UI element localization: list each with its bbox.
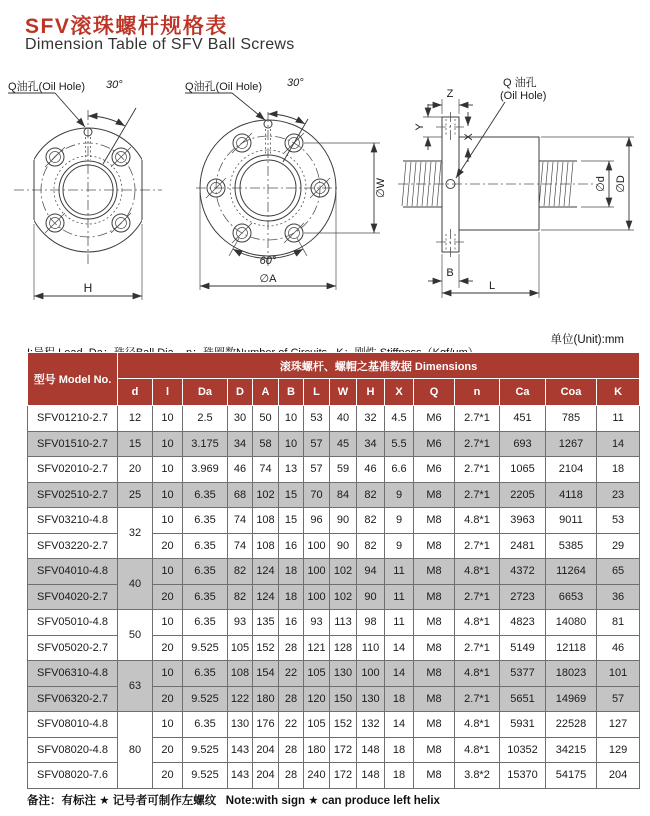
cell-Ca: 2481 (500, 533, 546, 559)
cell-D: 74 (228, 533, 253, 559)
cell-model: SFV03220-2.7 (28, 533, 118, 559)
cell-W: 172 (330, 763, 357, 789)
cell-Da: 9.525 (183, 737, 228, 763)
cell-H: 46 (357, 457, 385, 483)
cell-d: 63 (118, 661, 153, 712)
cell-D: 30 (228, 406, 253, 432)
cell-Q: M8 (414, 584, 455, 610)
column-header-n: n (455, 379, 500, 406)
cell-L: 180 (304, 737, 330, 763)
cell-W: 150 (330, 686, 357, 712)
cell-H: 34 (357, 431, 385, 457)
cell-Coa: 9011 (546, 508, 597, 534)
cell-l: 10 (153, 661, 183, 687)
cell-D: 74 (228, 508, 253, 534)
page-subtitle: Dimension Table of SFV Ball Screws (25, 36, 295, 53)
cell-n: 3.8*2 (455, 763, 500, 789)
column-header-X: X (385, 379, 414, 406)
cell-Ca: 4823 (500, 610, 546, 636)
cell-X: 6.6 (385, 457, 414, 483)
cell-d: 20 (118, 457, 153, 483)
cell-D: 122 (228, 686, 253, 712)
cell-B: 28 (279, 635, 304, 661)
cell-X: 9 (385, 508, 414, 534)
cell-H: 100 (357, 661, 385, 687)
cell-B: 13 (279, 457, 304, 483)
cell-Da: 3.969 (183, 457, 228, 483)
cell-Ca: 451 (500, 406, 546, 432)
cell-n: 4.8*1 (455, 737, 500, 763)
oil-hole-label-line1: Q 油孔 (503, 77, 537, 89)
cell-Q: M8 (414, 508, 455, 534)
cell-model: SFV02010-2.7 (28, 457, 118, 483)
footnote: 备注：有标注 ★ 记号者可制作左螺纹 Note:with sign ★ can produce left helix (27, 795, 440, 807)
cell-l: 10 (153, 559, 183, 585)
cell-W: 45 (330, 431, 357, 457)
column-header-H: H (357, 379, 385, 406)
cell-Q: M8 (414, 610, 455, 636)
cell-n: 2.7*1 (455, 533, 500, 559)
cell-n: 2.7*1 (455, 584, 500, 610)
column-header-l: l (153, 379, 183, 406)
cell-Da: 6.35 (183, 584, 228, 610)
cell-B: 10 (279, 431, 304, 457)
cell-W: 102 (330, 559, 357, 585)
cell-D: 93 (228, 610, 253, 636)
dim-d-small-label: ∅d (595, 176, 607, 192)
table-row (28, 431, 640, 457)
cell-d: 50 (118, 610, 153, 661)
cell-H: 98 (357, 610, 385, 636)
cell-Q: M8 (414, 533, 455, 559)
cell-Coa: 14080 (546, 610, 597, 636)
cell-A: 204 (253, 737, 279, 763)
cell-L: 240 (304, 763, 330, 789)
cell-H: 32 (357, 406, 385, 432)
cell-n: 2.7*1 (455, 482, 500, 508)
column-header-Da: Da (183, 379, 228, 406)
cell-model: SFV08020-4.8 (28, 737, 118, 763)
cell-B: 18 (279, 584, 304, 610)
cell-W: 130 (330, 661, 357, 687)
cell-d: 40 (118, 559, 153, 610)
dim-x-label: X (463, 133, 475, 141)
cell-Coa: 34215 (546, 737, 597, 763)
cell-n: 2.7*1 (455, 431, 500, 457)
technical-drawings (0, 66, 650, 312)
cell-Ca: 2723 (500, 584, 546, 610)
cell-Ca: 1065 (500, 457, 546, 483)
cell-Da: 9.525 (183, 686, 228, 712)
cell-B: 28 (279, 763, 304, 789)
table-row (28, 559, 640, 585)
cell-K: 14 (597, 431, 640, 457)
cell-B: 15 (279, 508, 304, 534)
table-row (28, 508, 640, 534)
cell-A: 50 (253, 406, 279, 432)
cell-n: 2.7*1 (455, 457, 500, 483)
cell-Ca: 3963 (500, 508, 546, 534)
cell-Ca: 15370 (500, 763, 546, 789)
cell-model: SFV05010-4.8 (28, 610, 118, 636)
cell-W: 128 (330, 635, 357, 661)
cell-Da: 6.35 (183, 610, 228, 636)
column-header-Ca: Ca (500, 379, 546, 406)
drawing-side-view (398, 75, 634, 298)
cell-Da: 6.35 (183, 482, 228, 508)
cell-n: 4.8*1 (455, 661, 500, 687)
cell-K: 53 (597, 508, 640, 534)
cell-d: 80 (118, 712, 153, 789)
cell-L: 105 (304, 712, 330, 738)
cell-n: 4.8*1 (455, 508, 500, 534)
cell-Da: 9.525 (183, 763, 228, 789)
cell-X: 18 (385, 737, 414, 763)
cell-K: 18 (597, 457, 640, 483)
cell-n: 2.7*1 (455, 406, 500, 432)
cell-l: 10 (153, 406, 183, 432)
cell-H: 110 (357, 635, 385, 661)
cell-model: SFV06310-4.8 (28, 661, 118, 687)
cell-L: 105 (304, 661, 330, 687)
cell-l: 20 (153, 737, 183, 763)
cell-H: 148 (357, 737, 385, 763)
cell-X: 18 (385, 763, 414, 789)
cell-L: 53 (304, 406, 330, 432)
angle-60-label: 60° (259, 255, 277, 267)
dim-h-label: H (83, 281, 93, 295)
column-header-A: A (253, 379, 279, 406)
angle-30-label: 30° (287, 77, 304, 89)
cell-B: 10 (279, 406, 304, 432)
cell-Da: 6.35 (183, 559, 228, 585)
cell-Da: 6.35 (183, 712, 228, 738)
cell-Q: M8 (414, 686, 455, 712)
column-header-L: L (304, 379, 330, 406)
cell-X: 4.5 (385, 406, 414, 432)
column-header-B: B (279, 379, 304, 406)
cell-K: 129 (597, 737, 640, 763)
cell-n: 4.8*1 (455, 610, 500, 636)
cell-model: SFV03210-4.8 (28, 508, 118, 534)
column-header-Coa: Coa (546, 379, 597, 406)
cell-Da: 6.35 (183, 533, 228, 559)
cell-K: 81 (597, 610, 640, 636)
cell-Ca: 5149 (500, 635, 546, 661)
cell-d: 32 (118, 508, 153, 559)
cell-K: 46 (597, 635, 640, 661)
cell-model: SFV01210-2.7 (28, 406, 118, 432)
cell-model: SFV02510-2.7 (28, 482, 118, 508)
cell-X: 11 (385, 584, 414, 610)
cell-L: 100 (304, 533, 330, 559)
cell-d: 25 (118, 482, 153, 508)
cell-H: 148 (357, 763, 385, 789)
cell-Q: M8 (414, 661, 455, 687)
cell-K: 36 (597, 584, 640, 610)
cell-Coa: 2104 (546, 457, 597, 483)
cell-Da: 6.35 (183, 661, 228, 687)
cell-Ca: 5651 (500, 686, 546, 712)
page-title: SFV滚珠螺杆规格表 (25, 15, 228, 38)
cell-model: SFV06320-2.7 (28, 686, 118, 712)
cell-H: 82 (357, 482, 385, 508)
dim-b-label: B (446, 267, 454, 279)
dim-d-big-label: ∅D (615, 175, 627, 193)
cell-A: 135 (253, 610, 279, 636)
cell-Q: M8 (414, 482, 455, 508)
column-header-d: d (118, 379, 153, 406)
cell-D: 82 (228, 584, 253, 610)
cell-l: 10 (153, 508, 183, 534)
column-header-row (28, 379, 640, 406)
cell-K: 127 (597, 712, 640, 738)
cell-K: 101 (597, 661, 640, 687)
cell-model: SFV04010-4.8 (28, 559, 118, 585)
dim-l-label: L (488, 280, 496, 292)
column-header-D: D (228, 379, 253, 406)
dim-w-label: ∅W (375, 178, 387, 198)
cell-B: 18 (279, 559, 304, 585)
cell-Coa: 12118 (546, 635, 597, 661)
table-row (28, 457, 640, 483)
cell-W: 84 (330, 482, 357, 508)
cell-n: 4.8*1 (455, 559, 500, 585)
cell-Q: M6 (414, 406, 455, 432)
column-header-W: W (330, 379, 357, 406)
cell-H: 94 (357, 559, 385, 585)
cell-W: 152 (330, 712, 357, 738)
cell-A: 124 (253, 559, 279, 585)
cell-l: 10 (153, 712, 183, 738)
cell-Coa: 54175 (546, 763, 597, 789)
cell-A: 176 (253, 712, 279, 738)
cell-l: 10 (153, 482, 183, 508)
cell-Da: 9.525 (183, 635, 228, 661)
unit-label: 单位(Unit):mm (550, 334, 624, 346)
oil-hole-label-line2: (Oil Hole) (500, 90, 547, 102)
cell-Q: M8 (414, 559, 455, 585)
cell-K: 65 (597, 559, 640, 585)
cell-l: 20 (153, 533, 183, 559)
cell-A: 152 (253, 635, 279, 661)
column-header-model: 型号 Model No. (28, 353, 118, 406)
cell-B: 16 (279, 610, 304, 636)
dim-z-label: Z (446, 88, 454, 100)
cell-d: 15 (118, 431, 153, 457)
cell-n: 4.8*1 (455, 712, 500, 738)
cell-Q: M8 (414, 763, 455, 789)
cell-D: 34 (228, 431, 253, 457)
cell-Ca: 5377 (500, 661, 546, 687)
cell-H: 82 (357, 508, 385, 534)
cell-Q: M8 (414, 635, 455, 661)
cell-X: 14 (385, 661, 414, 687)
cell-n: 2.7*1 (455, 635, 500, 661)
cell-Coa: 11264 (546, 559, 597, 585)
cell-B: 16 (279, 533, 304, 559)
table-row (28, 482, 640, 508)
dim-a-label: ∅A (259, 273, 277, 285)
cell-H: 82 (357, 533, 385, 559)
cell-B: 28 (279, 737, 304, 763)
cell-D: 143 (228, 763, 253, 789)
cell-A: 58 (253, 431, 279, 457)
drawing-front-view-6-hole (185, 77, 387, 290)
cell-A: 108 (253, 508, 279, 534)
cell-l: 20 (153, 584, 183, 610)
cell-Coa: 6653 (546, 584, 597, 610)
cell-Da: 2.5 (183, 406, 228, 432)
cell-Q: M8 (414, 737, 455, 763)
spec-table (27, 352, 640, 789)
cell-Q: M8 (414, 712, 455, 738)
cell-D: 143 (228, 737, 253, 763)
cell-X: 11 (385, 559, 414, 585)
cell-X: 9 (385, 533, 414, 559)
cell-d: 12 (118, 406, 153, 432)
cell-H: 90 (357, 584, 385, 610)
cell-H: 130 (357, 686, 385, 712)
cell-Coa: 1267 (546, 431, 597, 457)
cell-l: 20 (153, 763, 183, 789)
cell-A: 108 (253, 533, 279, 559)
cell-Coa: 785 (546, 406, 597, 432)
cell-K: 29 (597, 533, 640, 559)
cell-Da: 3.175 (183, 431, 228, 457)
cell-D: 82 (228, 559, 253, 585)
cell-model: SFV08010-4.8 (28, 712, 118, 738)
table-row (28, 610, 640, 636)
cell-A: 180 (253, 686, 279, 712)
cell-H: 132 (357, 712, 385, 738)
cell-W: 90 (330, 533, 357, 559)
cell-model: SFV05020-2.7 (28, 635, 118, 661)
cell-X: 14 (385, 712, 414, 738)
cell-model: SFV04020-2.7 (28, 584, 118, 610)
table-row (28, 712, 640, 738)
column-header-Q: Q (414, 379, 455, 406)
cell-l: 10 (153, 457, 183, 483)
table-row (28, 661, 640, 687)
cell-B: 22 (279, 712, 304, 738)
angle-30-label: 30° (106, 79, 123, 91)
cell-X: 11 (385, 610, 414, 636)
cell-Q: M6 (414, 457, 455, 483)
dim-y-label: Y (414, 123, 426, 131)
cell-Ca: 693 (500, 431, 546, 457)
cell-D: 130 (228, 712, 253, 738)
cell-W: 40 (330, 406, 357, 432)
cell-W: 172 (330, 737, 357, 763)
cell-Coa: 18023 (546, 661, 597, 687)
cell-model: SFV08020-7.6 (28, 763, 118, 789)
cell-l: 10 (153, 431, 183, 457)
cell-D: 108 (228, 661, 253, 687)
cell-B: 22 (279, 661, 304, 687)
column-header-K: K (597, 379, 640, 406)
drawing-front-view-4-hole (8, 79, 162, 300)
cell-B: 15 (279, 482, 304, 508)
cell-X: 9 (385, 482, 414, 508)
cell-Ca: 2205 (500, 482, 546, 508)
table-dimensions-banner: 滚珠螺杆、螺帽之基准数据 Dimensions (118, 353, 640, 379)
cell-K: 23 (597, 482, 640, 508)
cell-B: 28 (279, 686, 304, 712)
cell-Coa: 22528 (546, 712, 597, 738)
cell-A: 102 (253, 482, 279, 508)
cell-A: 154 (253, 661, 279, 687)
cell-D: 105 (228, 635, 253, 661)
cell-l: 10 (153, 610, 183, 636)
cell-W: 113 (330, 610, 357, 636)
cell-L: 57 (304, 457, 330, 483)
cell-D: 46 (228, 457, 253, 483)
cell-Q: M6 (414, 431, 455, 457)
cell-L: 57 (304, 431, 330, 457)
cell-l: 20 (153, 635, 183, 661)
cell-L: 96 (304, 508, 330, 534)
cell-D: 68 (228, 482, 253, 508)
cell-L: 100 (304, 559, 330, 585)
oil-hole-label: Q油孔(Oil Hole) (8, 81, 86, 93)
cell-L: 120 (304, 686, 330, 712)
cell-L: 93 (304, 610, 330, 636)
cell-Ca: 4372 (500, 559, 546, 585)
cell-Coa: 5385 (546, 533, 597, 559)
cell-Ca: 5931 (500, 712, 546, 738)
cell-model: SFV01510-2.7 (28, 431, 118, 457)
cell-Coa: 14969 (546, 686, 597, 712)
cell-Ca: 10352 (500, 737, 546, 763)
cell-A: 74 (253, 457, 279, 483)
cell-n: 2.7*1 (455, 686, 500, 712)
cell-A: 204 (253, 763, 279, 789)
cell-L: 70 (304, 482, 330, 508)
cell-l: 20 (153, 686, 183, 712)
cell-K: 11 (597, 406, 640, 432)
cell-X: 18 (385, 686, 414, 712)
cell-W: 59 (330, 457, 357, 483)
cell-K: 57 (597, 686, 640, 712)
cell-Coa: 4118 (546, 482, 597, 508)
cell-W: 90 (330, 508, 357, 534)
cell-A: 124 (253, 584, 279, 610)
cell-L: 100 (304, 584, 330, 610)
cell-Da: 6.35 (183, 508, 228, 534)
spec-table-body (28, 406, 640, 789)
table-row (28, 406, 640, 432)
cell-X: 14 (385, 635, 414, 661)
oil-hole-label: Q油孔(Oil Hole) (185, 81, 263, 93)
cell-X: 5.5 (385, 431, 414, 457)
cell-K: 204 (597, 763, 640, 789)
cell-L: 121 (304, 635, 330, 661)
cell-W: 102 (330, 584, 357, 610)
